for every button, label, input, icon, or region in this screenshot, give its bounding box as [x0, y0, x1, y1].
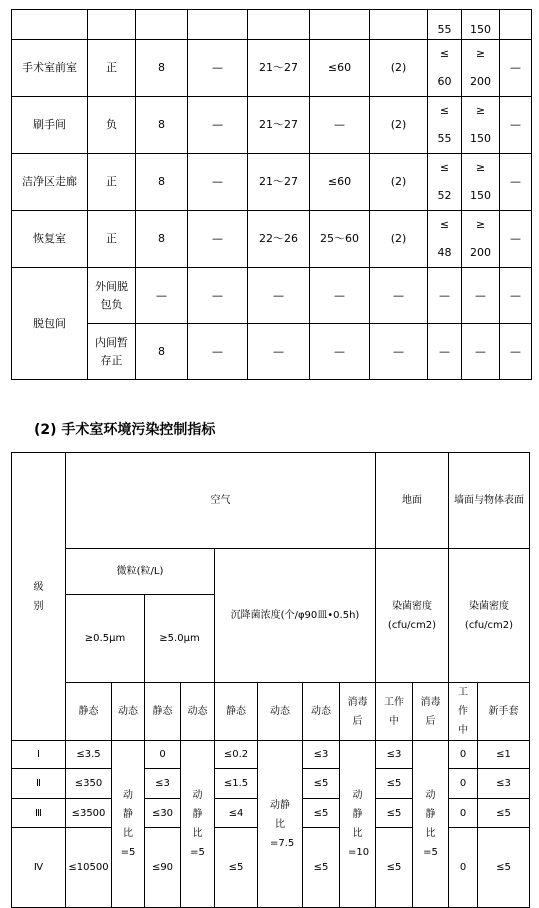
table-cell: ≤1.5 — [215, 769, 258, 799]
table-cell: — — [248, 268, 310, 324]
static-header: 静态 — [145, 683, 181, 741]
clean-room-parameters-table — [11, 9, 532, 380]
table-cell: 8 — [136, 324, 188, 380]
table-cell: ≤1 — [478, 741, 530, 769]
wall-header: 墙面与物体表面 — [449, 453, 530, 549]
table-cell: 8 — [136, 211, 188, 268]
table-row — [12, 154, 532, 211]
table-cell: ≤350 — [66, 769, 112, 799]
table-row — [12, 97, 532, 154]
in-work-header: 工作中 — [376, 683, 413, 741]
note-cell: (2) — [370, 211, 428, 268]
density-unit: (cfu/cm2) — [387, 619, 437, 631]
dynamic-header: 动态 — [303, 683, 340, 741]
table-cell: ≤3.5 — [66, 741, 112, 769]
table-cell: ≤3 — [478, 769, 530, 799]
table-cell — [370, 10, 428, 40]
cell-line: ≤ — [439, 161, 450, 174]
table-cell — [462, 97, 500, 154]
table-cell — [12, 10, 88, 40]
density-header — [376, 549, 449, 683]
table-cell: — — [188, 40, 248, 97]
table-cell: — — [310, 268, 370, 324]
cell-line: ≤ — [439, 218, 450, 231]
cell-line: 60 — [437, 75, 452, 88]
table-cell: — — [188, 324, 248, 380]
table-cell: ≤3 — [145, 769, 181, 799]
level-cell: Ⅰ — [12, 741, 66, 769]
table-cell: ≤5 — [376, 799, 413, 828]
dynamic-header: 动态 — [181, 683, 215, 741]
table-cell — [462, 40, 500, 97]
sub-room-cell: 内间暂存正 — [88, 324, 136, 380]
pressure-cell: 正 — [88, 154, 136, 211]
table-cell: — — [500, 97, 532, 154]
level-cell: Ⅳ — [12, 828, 66, 908]
ratio-cell: 动静比=5 — [181, 741, 215, 908]
table-cell: 0 — [449, 741, 478, 769]
table-row — [12, 453, 530, 549]
table-cell: — — [188, 97, 248, 154]
settle-header: 沉降菌浓度(个/φ90皿•0.5h) — [215, 549, 376, 683]
table-cell: 55 — [428, 10, 462, 40]
level-header: 级别 — [12, 453, 66, 741]
temperature-cell: 21～27 — [248, 40, 310, 97]
level-cell: Ⅱ — [12, 769, 66, 799]
note-cell: (2) — [370, 97, 428, 154]
cell-line: ≤ — [439, 47, 450, 60]
table-row — [12, 211, 532, 268]
table-cell: — — [310, 324, 370, 380]
static-header: 静态 — [66, 683, 112, 741]
pressure-cell: 正 — [88, 40, 136, 97]
humidity-cell: ≤60 — [310, 40, 370, 97]
table-cell: — — [500, 40, 532, 97]
table-cell: — — [188, 154, 248, 211]
table-cell: — — [500, 154, 532, 211]
table-cell: ≤5 — [303, 769, 340, 799]
table-cell: — — [428, 324, 462, 380]
size-header: ≥5.0μm — [145, 594, 215, 682]
ratio-cell: 动静比=10 — [340, 741, 376, 908]
table-cell: ≤10500 — [66, 828, 112, 908]
table-cell: 0 — [449, 769, 478, 799]
table-cell: ≤4 — [215, 799, 258, 828]
table-cell: 8 — [136, 40, 188, 97]
in-work-header: 工作中 — [449, 683, 478, 741]
table-cell — [428, 97, 462, 154]
table-cell: ≤5 — [303, 828, 340, 908]
table-cell: ≤5 — [376, 769, 413, 799]
sub-room-cell: 外间脱包负 — [88, 268, 136, 324]
table-cell: — — [428, 268, 462, 324]
table-cell — [428, 40, 462, 97]
room-name-cell: 洁净区走廊 — [12, 154, 88, 211]
table-cell — [428, 154, 462, 211]
table-cell: ≤3500 — [66, 799, 112, 828]
cell-line: ≥ — [475, 218, 486, 231]
table-cell: — — [500, 268, 532, 324]
table-cell: 0 — [449, 799, 478, 828]
table-cell: ≤5 — [478, 799, 530, 828]
table-cell: 0 — [145, 741, 181, 769]
temperature-cell: 21～27 — [248, 154, 310, 211]
table-cell: 0 — [449, 828, 478, 908]
note-cell: (2) — [370, 154, 428, 211]
table-row — [12, 324, 532, 380]
static-header: 静态 — [215, 683, 258, 741]
table-cell: 150 — [462, 10, 500, 40]
table-cell: — — [462, 268, 500, 324]
particles-header: 微粒(粒/L) — [66, 549, 215, 595]
cell-line: ≥ — [475, 104, 486, 117]
table-cell — [136, 10, 188, 40]
room-name-cell: 手术室前室 — [12, 40, 88, 97]
cell-line: 48 — [437, 246, 452, 259]
table-cell: — — [500, 211, 532, 268]
room-name-cell: 刷手间 — [12, 97, 88, 154]
table-cell: ≤0.2 — [215, 741, 258, 769]
cell-line: ≤ — [439, 104, 450, 117]
air-header: 空气 — [66, 453, 376, 549]
temperature-cell: 22～26 — [248, 211, 310, 268]
table-cell: — — [188, 268, 248, 324]
density-label: 染菌密度 — [469, 600, 509, 612]
note-cell: (2) — [370, 40, 428, 97]
cell-line: 52 — [437, 189, 452, 202]
temperature-cell: 21～27 — [248, 97, 310, 154]
table-cell: ≤3 — [303, 741, 340, 769]
table-row — [12, 40, 532, 97]
table-cell: — — [248, 324, 310, 380]
new-glove-header: 新手套 — [478, 683, 530, 741]
disinfect-header: 消毒后 — [413, 683, 449, 741]
table-cell: ≤5 — [478, 828, 530, 908]
ratio-cell: 动静比=7.5 — [258, 741, 303, 908]
ratio-cell: 动静比=5 — [112, 741, 145, 908]
table-row — [12, 549, 530, 595]
pressure-cell: 负 — [88, 97, 136, 154]
table-cell: — — [188, 211, 248, 268]
room-name-cell: 恢复室 — [12, 211, 88, 268]
humidity-cell: — — [310, 97, 370, 154]
table-row — [12, 741, 530, 769]
cell-line: 150 — [470, 189, 491, 202]
humidity-cell: ≤60 — [310, 154, 370, 211]
table-cell — [248, 10, 310, 40]
table-cell — [428, 211, 462, 268]
table-cell: — — [136, 268, 188, 324]
size-header: ≥0.5μm — [66, 594, 145, 682]
table-cell: ≤30 — [145, 799, 181, 828]
cell-line: 200 — [470, 75, 491, 88]
table-cell: 8 — [136, 97, 188, 154]
table-cell — [88, 10, 136, 40]
humidity-cell: 25～60 — [310, 211, 370, 268]
floor-header: 地面 — [376, 453, 449, 549]
cell-line: 55 — [437, 132, 452, 145]
cell-line: ≥ — [475, 47, 486, 60]
density-header — [449, 549, 530, 683]
pressure-cell: 正 — [88, 211, 136, 268]
table-cell: ≤90 — [145, 828, 181, 908]
table-cell — [500, 10, 532, 40]
table-cell: — — [370, 268, 428, 324]
table-cell — [462, 154, 500, 211]
disinfect-header: 消毒后 — [340, 683, 376, 741]
table-row — [12, 683, 530, 741]
cell-line: 150 — [470, 132, 491, 145]
table-cell: ≤5 — [215, 828, 258, 908]
table-cell: ≤5 — [303, 799, 340, 828]
room-name-cell: 脱包间 — [12, 268, 88, 380]
table-cell: ≤3 — [376, 741, 413, 769]
table-cell: — — [500, 324, 532, 380]
section-heading: (2) 手术室环境污染控制指标 — [34, 422, 216, 438]
pollution-control-table — [11, 452, 530, 908]
level-cell: Ⅲ — [12, 799, 66, 828]
density-label: 染菌密度 — [392, 600, 432, 612]
table-cell — [310, 10, 370, 40]
table-row — [12, 10, 532, 40]
table-cell: 8 — [136, 154, 188, 211]
table-row — [12, 268, 532, 324]
density-unit: (cfu/cm2) — [464, 619, 514, 631]
cell-line: ≥ — [475, 161, 486, 174]
table-cell — [462, 211, 500, 268]
cell-line: 200 — [470, 246, 491, 259]
table-cell: — — [370, 324, 428, 380]
table-cell: — — [462, 324, 500, 380]
dynamic-header: 动态 — [112, 683, 145, 741]
dynamic-header: 动态 — [258, 683, 303, 741]
ratio-cell: 动静比=5 — [413, 741, 449, 908]
table-cell — [188, 10, 248, 40]
table-cell: ≤5 — [376, 828, 413, 908]
